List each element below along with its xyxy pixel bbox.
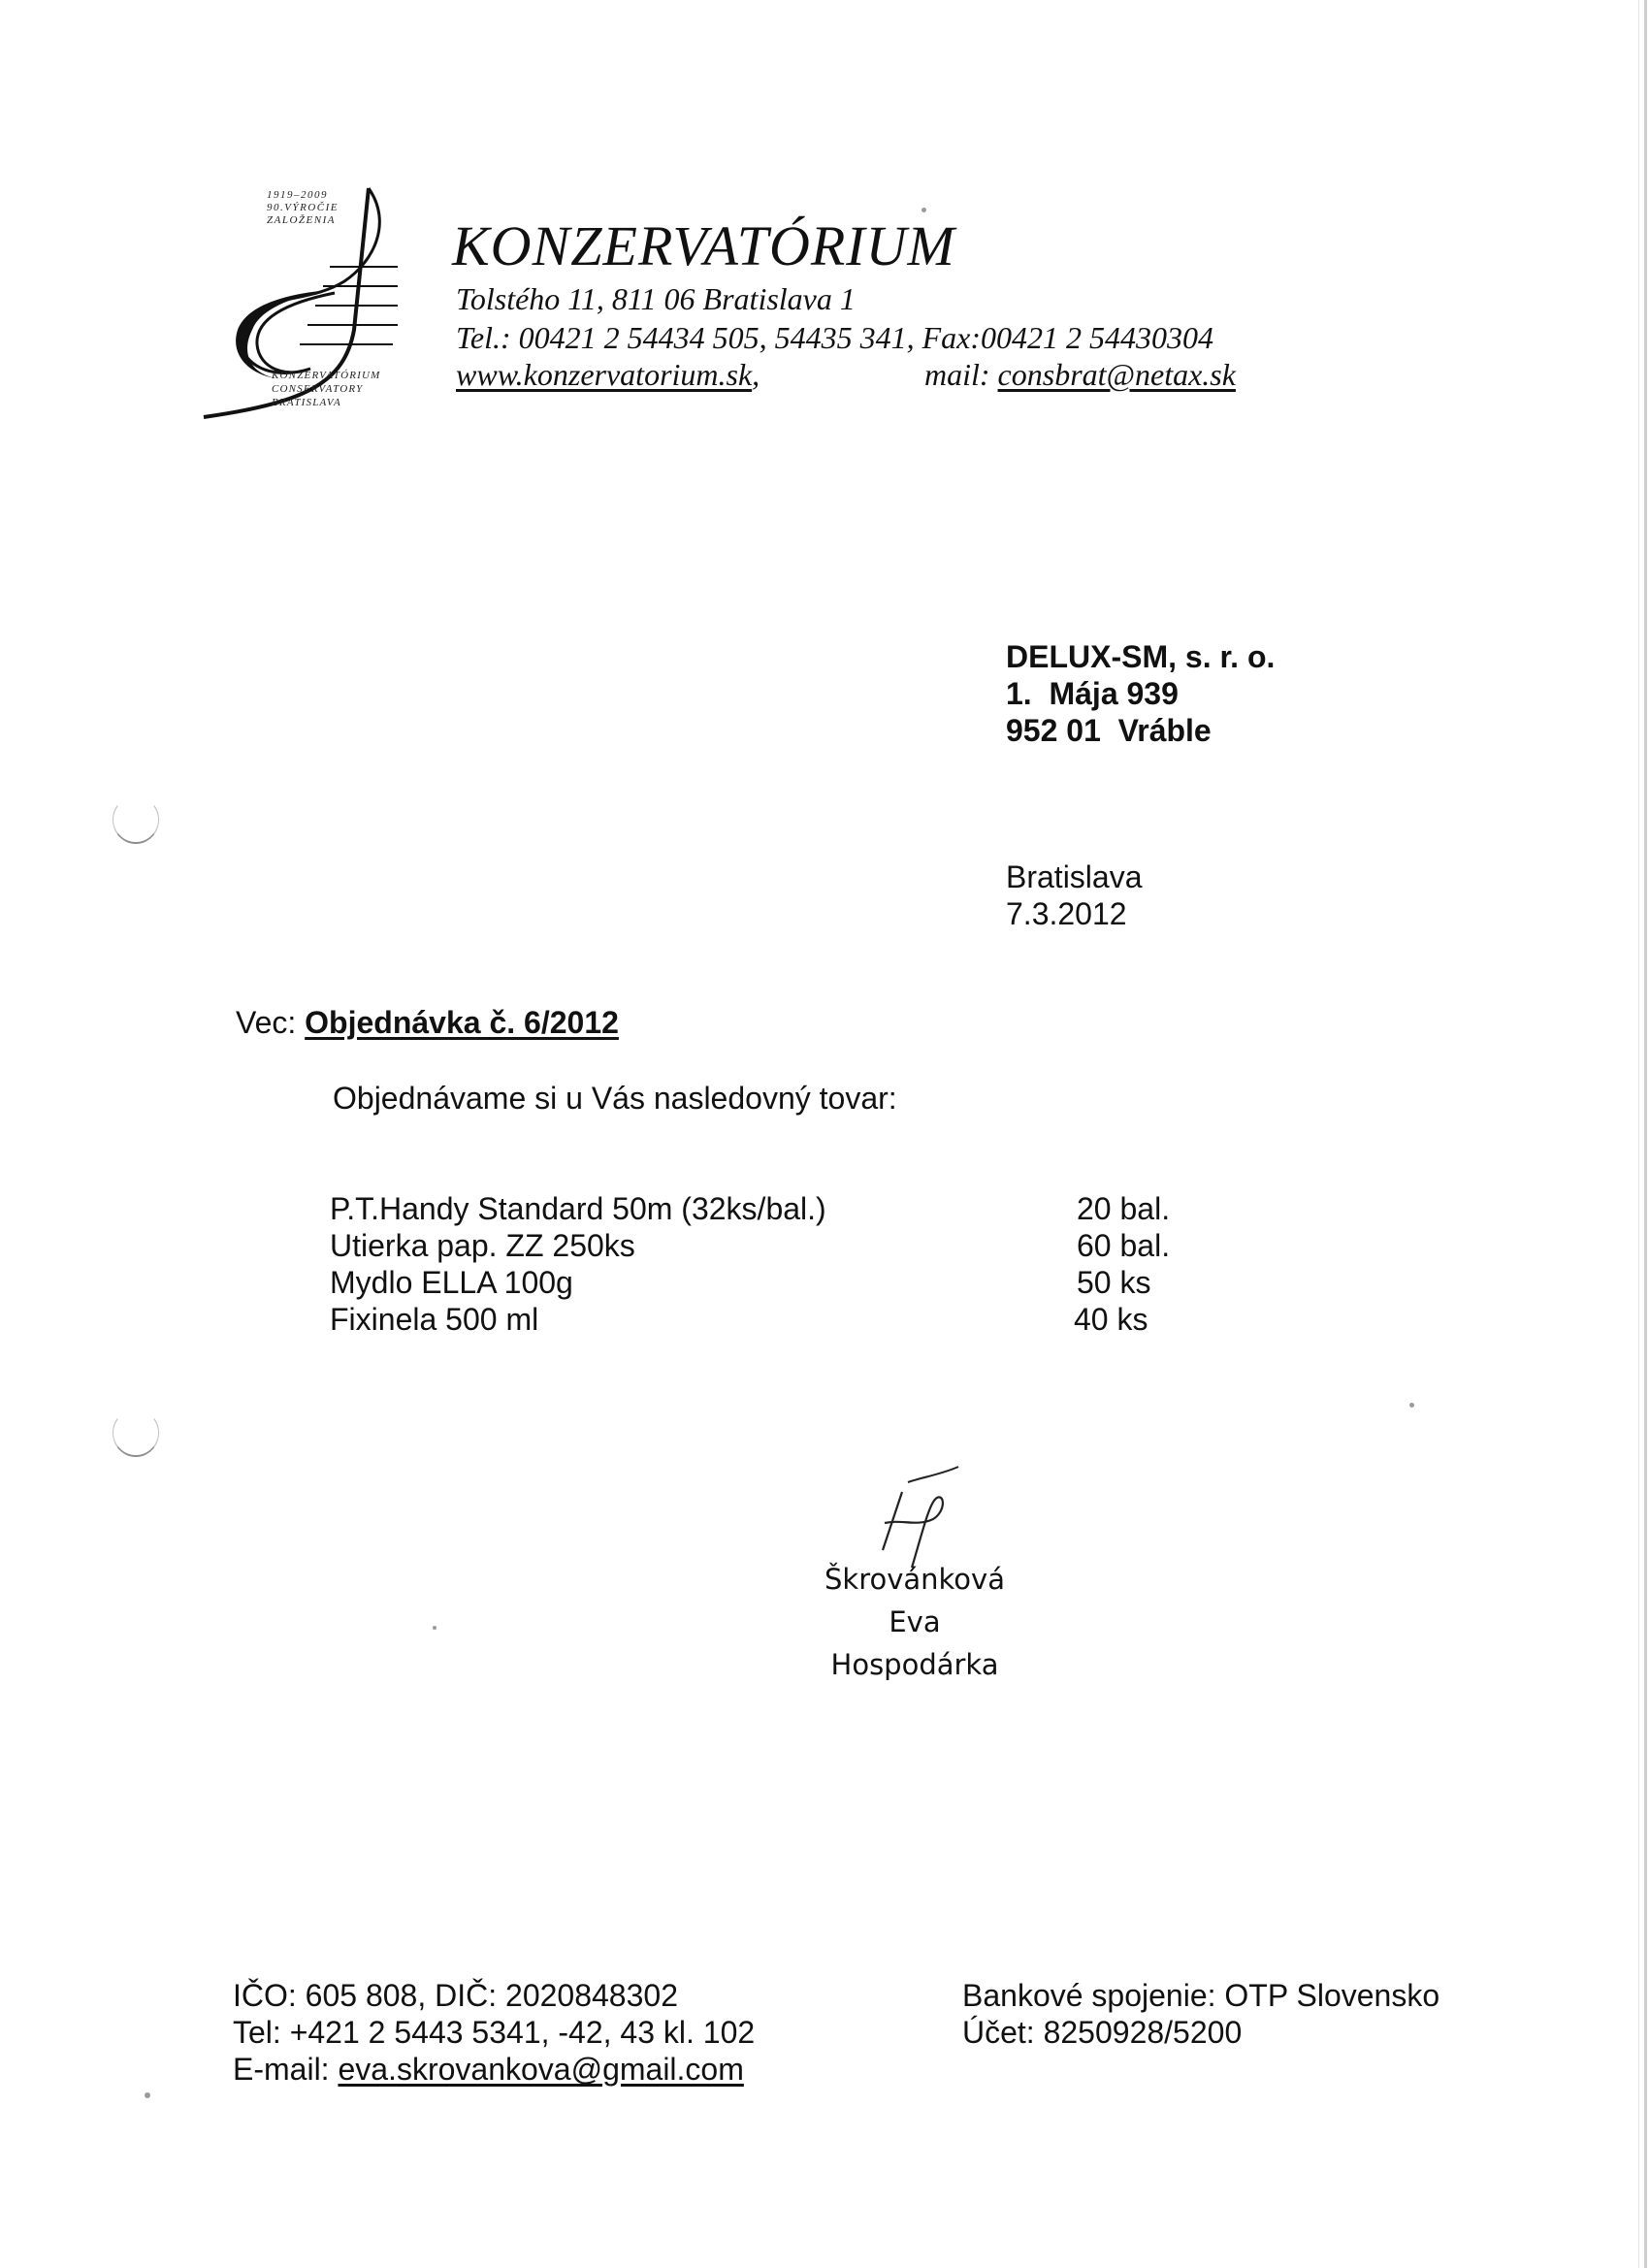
order-items xyxy=(330,1191,1203,1339)
subject-label: Vec: xyxy=(236,1005,306,1040)
recipient-name: DELUX-SM, s. r. o. xyxy=(1006,639,1276,674)
list-item xyxy=(330,1302,1203,1339)
signer-block xyxy=(803,1558,1026,1686)
date: 7.3.2012 xyxy=(1006,896,1127,931)
item-name: Fixinela 500 ml xyxy=(330,1302,539,1337)
footer-bank xyxy=(962,1977,1439,2051)
institution-name: KONZERVATÓRIUM xyxy=(452,214,955,277)
institution-address: Tolstého 11, 811 06 Bratislava 1 xyxy=(456,281,856,316)
footer-tel: Tel: +421 2 5443 5341, -42, 43 kl. 102 xyxy=(233,2015,756,2050)
item-name: Utierka pap. ZZ 250ks xyxy=(330,1228,635,1263)
subject-value: Objednávka č. 6/2012 xyxy=(305,1005,619,1040)
footer-bank-name: Bankové spojenie: OTP Slovensko xyxy=(962,1978,1440,2013)
list-item xyxy=(330,1265,1203,1302)
signer-role: Hospodárka xyxy=(830,1648,999,1681)
mail-link[interactable]: consbrat@netax.sk xyxy=(997,357,1236,392)
item-qty: 20 bal. xyxy=(1077,1191,1171,1226)
scan-edge-line xyxy=(1638,0,1639,2268)
conservatory-logo xyxy=(199,184,432,427)
scan-edge xyxy=(1644,0,1647,2268)
item-qty: 50 ks xyxy=(1077,1265,1151,1300)
scan-speck xyxy=(145,2092,150,2098)
website-link[interactable]: www.konzervatorium.sk xyxy=(456,357,753,392)
institution-web: www.konzervatorium.sk, xyxy=(456,357,760,392)
mail-label: mail: xyxy=(924,357,998,392)
recipient-address xyxy=(1006,638,1275,749)
item-qty: 40 ks xyxy=(1074,1302,1148,1337)
footer-account: Účet: 8250928/5200 xyxy=(962,2015,1243,2050)
punch-hole-upper xyxy=(113,795,159,844)
item-name: P.T.Handy Standard 50m (32ks/bal.) xyxy=(330,1191,826,1226)
logo-institution-text: KONZERVATÓRIUM CONSERVATORY BRATISLAVA xyxy=(272,370,381,408)
logo-anniversary-text: 1919–2009 90.VÝROČIE ZALOŽENIA xyxy=(267,189,339,226)
list-item xyxy=(330,1228,1203,1265)
scan-speck xyxy=(433,1626,436,1630)
intro-text: Objednávame si u Vás nasledovný tovar: xyxy=(333,1081,897,1116)
scan-speck xyxy=(1409,1403,1414,1408)
scan-speck xyxy=(922,208,926,212)
recipient-street: 1. Mája 939 xyxy=(1006,676,1179,711)
recipient-city: 952 01 Vráble xyxy=(1006,713,1212,748)
punch-hole-lower xyxy=(113,1409,159,1457)
footer-email xyxy=(233,2051,755,2088)
item-qty: 60 bal. xyxy=(1077,1228,1171,1263)
email-link[interactable]: eva.skrovankova@gmail.com xyxy=(338,2052,744,2087)
handwritten-signature-icon xyxy=(873,1463,989,1570)
place: Bratislava xyxy=(1006,859,1143,894)
subject-line xyxy=(236,1005,619,1041)
footer-contact xyxy=(233,1977,755,2088)
item-name: Mydlo ELLA 100g xyxy=(330,1265,573,1300)
footer-ico-dic: IČO: 605 808, DIČ: 2020848302 xyxy=(233,1978,678,2013)
list-item xyxy=(330,1191,1203,1228)
email-label: E-mail: xyxy=(233,2052,339,2087)
institution-phone: Tel.: 00421 2 54434 505, 54435 341, Fax:00421 2 54430304 xyxy=(456,320,1214,355)
signer-name: Škrovánková Eva xyxy=(824,1563,1005,1638)
place-date xyxy=(1006,859,1143,932)
institution-mail xyxy=(924,357,1236,393)
